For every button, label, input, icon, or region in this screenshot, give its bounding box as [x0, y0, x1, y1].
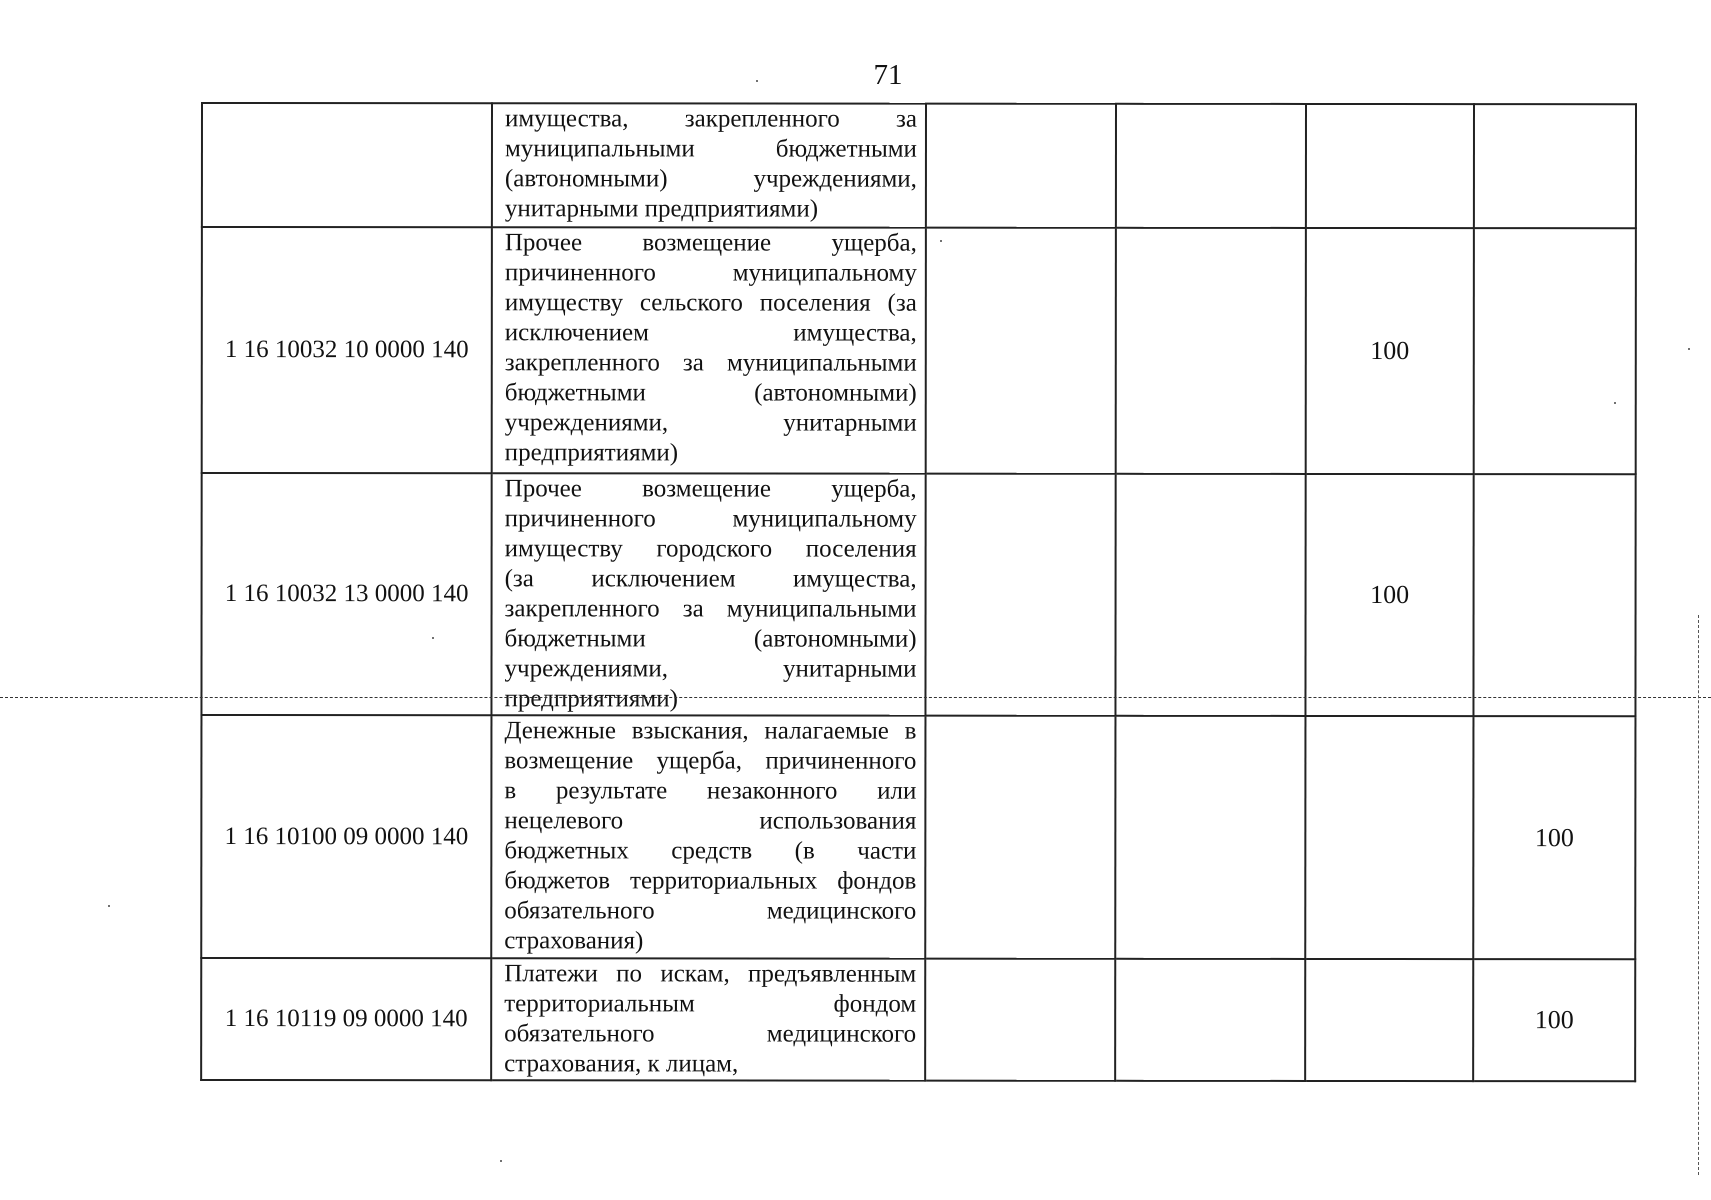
percent-value-cell: 100	[1473, 716, 1635, 959]
scan-speck	[432, 637, 434, 639]
scan-fold-line	[0, 697, 1711, 698]
revenue-name-line: унитарными предприятиями)	[504, 195, 819, 223]
revenue-distribution-table	[200, 102, 1637, 1082]
revenue-name-cell	[491, 715, 925, 958]
percent-value-cell: 100	[1306, 228, 1474, 474]
scan-speck	[756, 80, 758, 82]
table-row	[201, 715, 1635, 959]
revenue-name-line: муниципальными бюджетными	[504, 135, 917, 163]
revenue-name-line: Денежные взыскания, налагаемые в	[504, 717, 917, 745]
percent-value-cell	[1305, 716, 1473, 959]
budget-code-cell: 1 16 10032 10 0000 140	[202, 227, 492, 473]
percent-value-cell	[1305, 959, 1473, 1081]
table-body	[201, 103, 1636, 1081]
percent-value-cell	[925, 959, 1115, 1081]
revenue-name-line: причиненного муниципальному	[504, 505, 917, 533]
scan-speck	[108, 905, 110, 907]
percent-value-cell	[925, 474, 1115, 716]
revenue-name-line: территориальным фондом	[504, 990, 917, 1018]
percent-value-cell	[1473, 474, 1635, 716]
scan-speck	[1688, 348, 1690, 350]
table-row	[201, 473, 1635, 716]
revenue-name-cell	[492, 227, 926, 473]
revenue-name-line: имуществу сельского поселения (за	[504, 289, 917, 317]
budget-code-cell	[202, 103, 492, 227]
percent-value-cell	[925, 716, 1115, 959]
percent-value-cell	[1115, 959, 1305, 1081]
revenue-name-line: предприятиями)	[504, 685, 678, 713]
revenue-name-cell	[492, 103, 926, 227]
revenue-name-line: (за исключением имущества,	[504, 565, 917, 593]
scan-speck	[500, 1160, 502, 1162]
revenue-name-line: нецелевого использования	[504, 807, 917, 835]
table-row	[202, 227, 1636, 474]
revenue-name-line: бюджетов территориальных фондов	[504, 867, 917, 895]
revenue-name-line: имуществу городского поселения	[504, 535, 917, 563]
percent-value-cell	[926, 228, 1116, 474]
revenue-name-line: бюджетных средств (в части	[504, 837, 917, 865]
budget-code-cell: 1 16 10032 13 0000 140	[201, 473, 491, 715]
revenue-name-line: бюджетными (автономными)	[504, 625, 917, 653]
revenue-name-line: бюджетными (автономными)	[504, 379, 917, 407]
percent-value-cell	[1474, 228, 1636, 474]
revenue-name-line: Платежи по искам, предъявленным	[504, 960, 917, 988]
percent-value-cell	[1306, 104, 1474, 228]
revenue-name-line: имущества, закрепленного за	[504, 105, 917, 133]
budget-code-cell: 1 16 10100 09 0000 140	[201, 715, 491, 958]
table-row	[201, 958, 1635, 1081]
revenue-name-line: обязательного медицинского	[504, 1020, 917, 1048]
revenue-name-line: учреждениями, унитарными	[504, 655, 917, 683]
percent-value-cell	[1474, 104, 1636, 228]
page-number: 71	[873, 59, 903, 91]
percent-value-cell	[926, 104, 1116, 228]
table-row	[202, 103, 1636, 228]
scan-speck	[1614, 402, 1616, 404]
percent-value-cell: 100	[1473, 959, 1635, 1081]
revenue-name-line: (автономными) учреждениями,	[504, 165, 917, 193]
revenue-name-line: обязательного медицинского	[504, 897, 917, 925]
percent-value-cell	[1115, 716, 1305, 959]
revenue-name-cell	[491, 958, 925, 1080]
revenue-name-cell	[491, 473, 925, 715]
budget-code-cell: 1 16 10119 09 0000 140	[201, 958, 491, 1080]
revenue-name-line: закрепленного за муниципальными	[504, 595, 917, 623]
revenue-name-line: закрепленного за муниципальными	[504, 349, 917, 377]
percent-value-cell	[1115, 474, 1305, 716]
revenue-name-line: предприятиями)	[504, 439, 679, 467]
revenue-name-line: исключением имущества,	[504, 319, 917, 347]
revenue-name-line: Прочее возмещение ущерба,	[504, 475, 917, 503]
revenue-name-line: причиненного муниципальному	[504, 259, 917, 287]
revenue-name-line: в результате незаконного или	[504, 777, 917, 805]
revenue-name-line: учреждениями, унитарными	[504, 409, 917, 437]
percent-value-cell	[1116, 104, 1306, 228]
percent-value-cell	[1116, 228, 1306, 474]
revenue-name-line: страхования)	[504, 927, 644, 955]
percent-value-cell: 100	[1305, 474, 1473, 716]
scan-speck	[940, 240, 942, 242]
revenue-name-line: возмещение ущерба, причиненного	[504, 747, 917, 775]
scan-margin-line	[1698, 615, 1699, 1175]
revenue-name-line: страхования, к лицам,	[504, 1050, 739, 1078]
revenue-name-line: Прочее возмещение ущерба,	[504, 229, 917, 257]
